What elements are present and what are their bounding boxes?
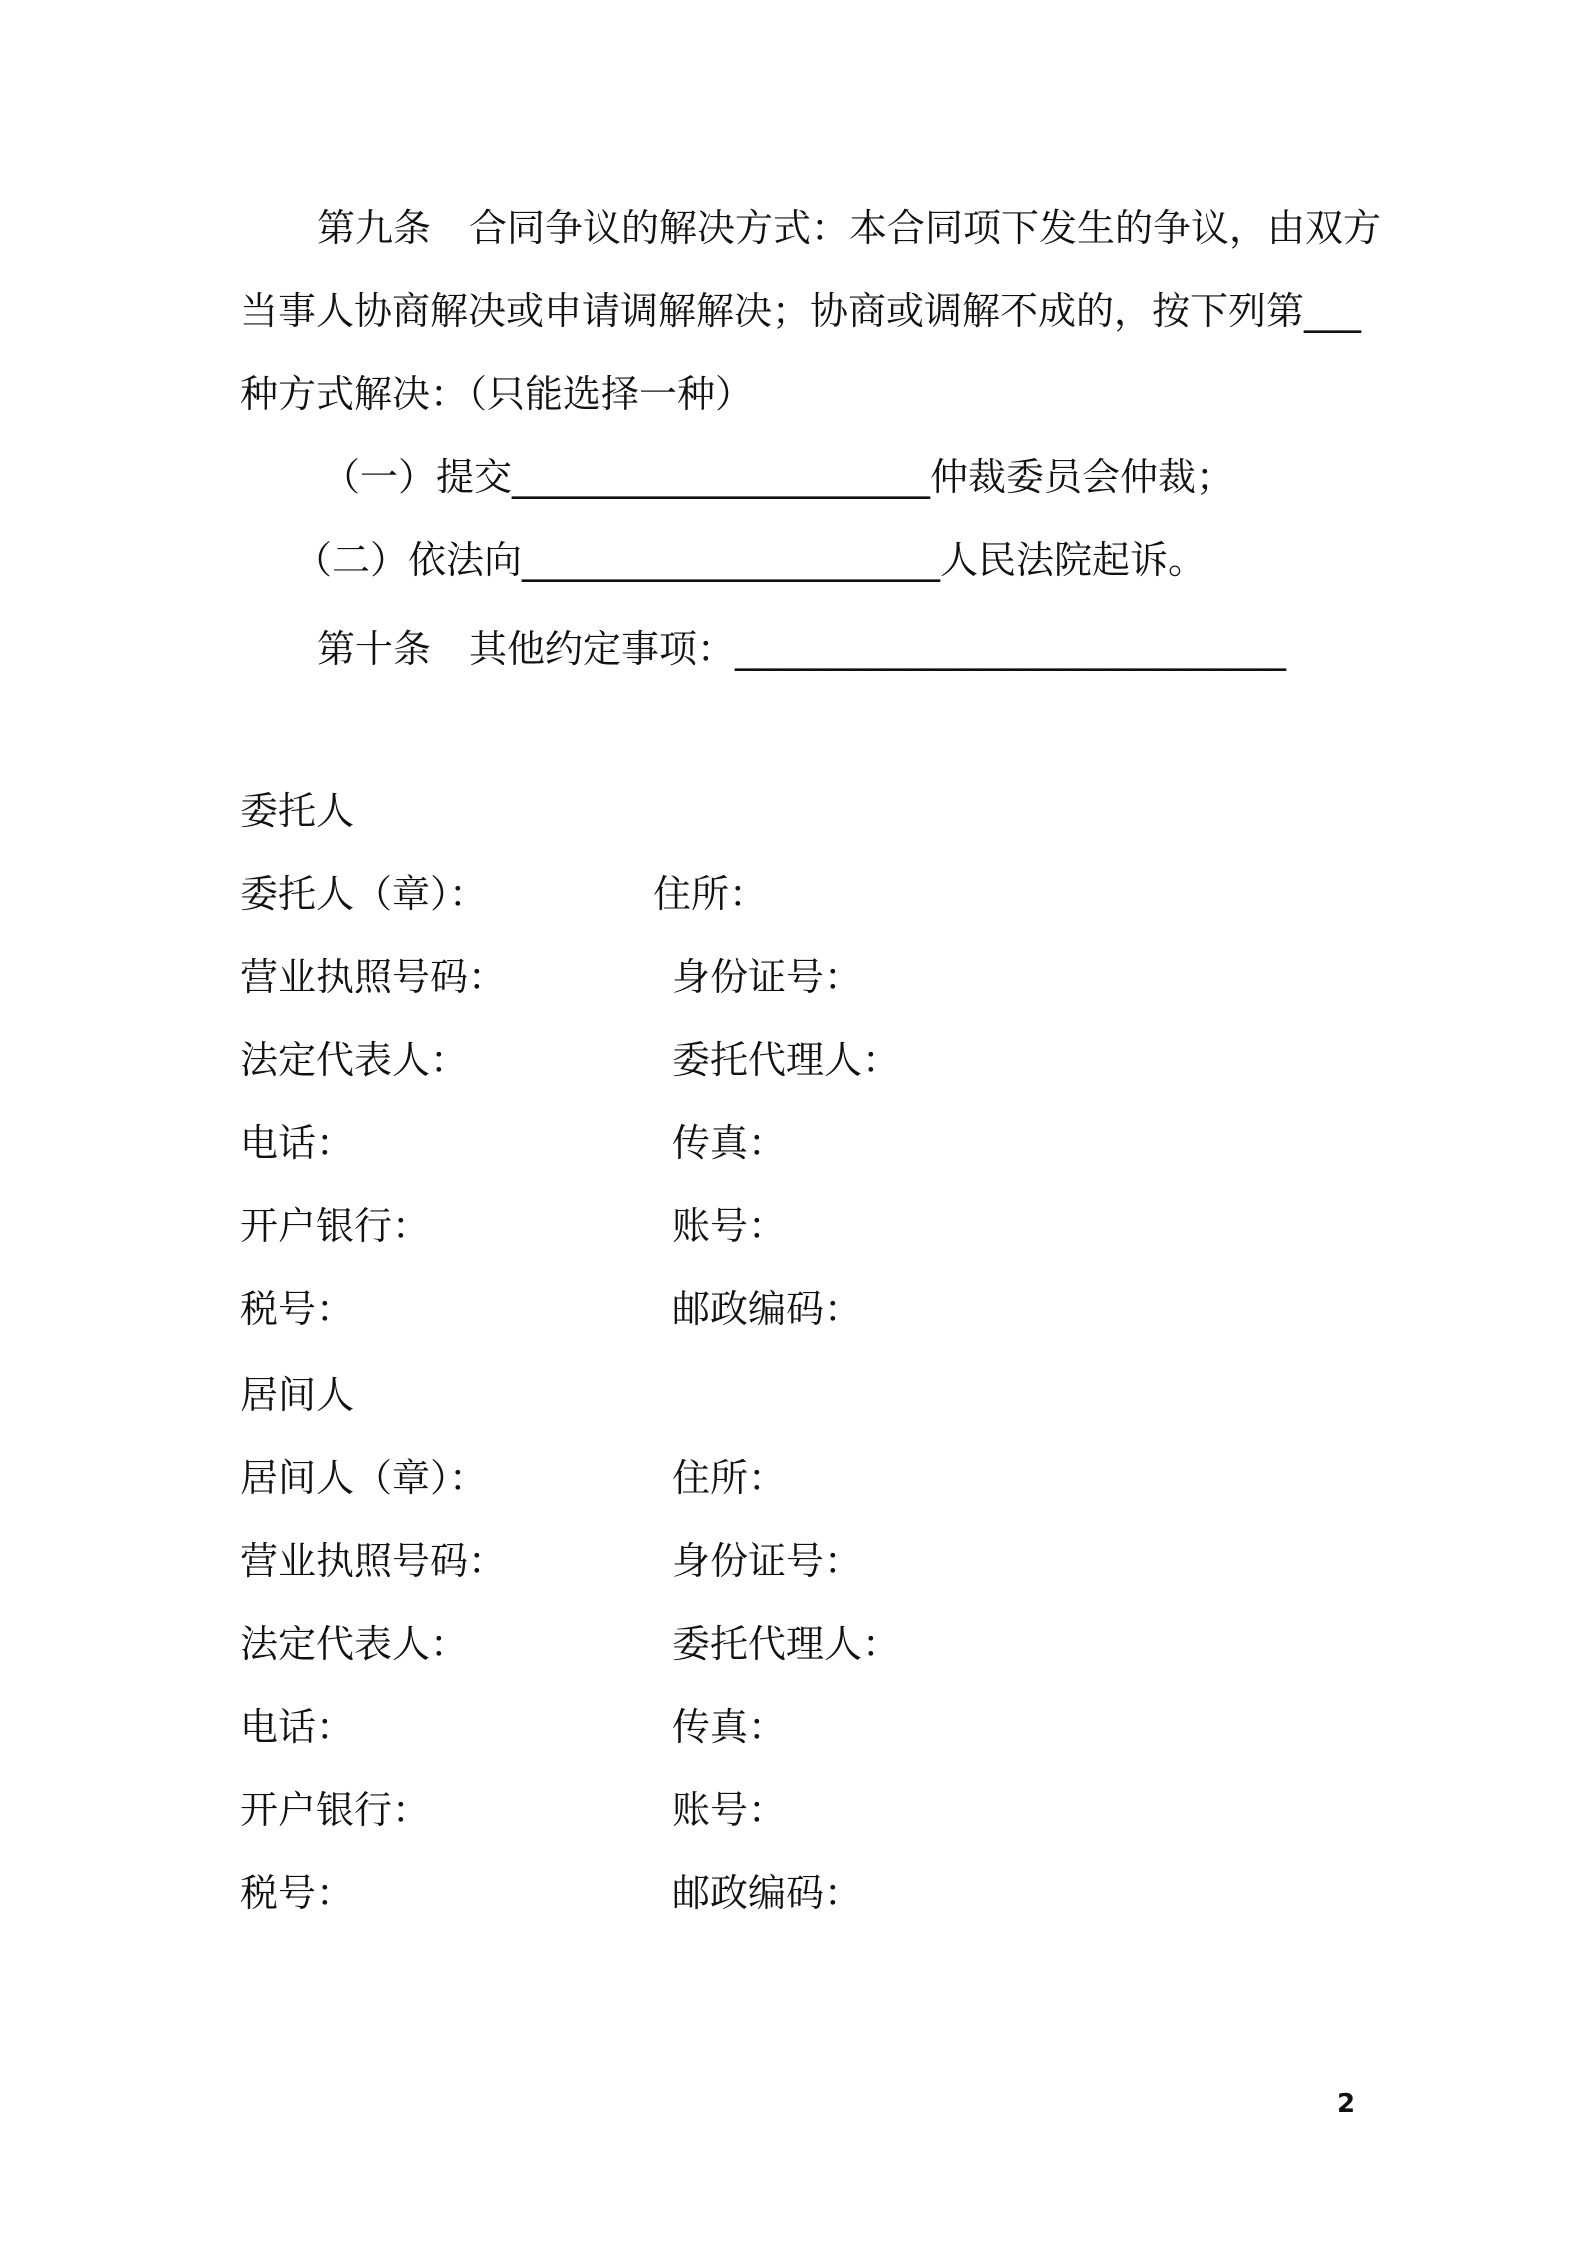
principal-license-label: 营业执照号码： <box>240 955 507 999</box>
broker-bank-label: 开户银行： <box>240 1788 431 1832</box>
principal-postcode-label: 邮政编码： <box>672 1287 863 1331</box>
broker-fax-label: 传真： <box>672 1705 787 1749</box>
principal-id-label: 身份证号： <box>672 955 863 999</box>
principal-agent-label: 委托代理人： <box>672 1038 901 1082</box>
broker-postcode-label: 邮政编码： <box>672 1871 863 1915</box>
article10-text: 第十条 其他约定事项：_____________________________ <box>317 627 1287 671</box>
article9-line1: 第九条 合同争议的解决方式：本合同项下发生的争议，由双方 <box>317 206 1382 250</box>
principal-fax-label: 传真： <box>672 1121 787 1165</box>
broker-account-label: 账号： <box>672 1788 787 1832</box>
principal-tax-label: 税号： <box>240 1287 355 1331</box>
article9-option2: （二）依法向______________________人民法院起诉。 <box>294 538 1207 582</box>
principal-legal-rep-label: 法定代表人： <box>240 1038 469 1082</box>
broker-legal-rep-label: 法定代表人： <box>240 1622 469 1666</box>
broker-tax-label: 税号： <box>240 1871 355 1915</box>
broker-heading: 居间人 <box>240 1373 355 1417</box>
principal-phone-label: 电话： <box>240 1121 355 1165</box>
principal-seal-label: 委托人（章）： <box>240 872 488 916</box>
broker-license-label: 营业执照号码： <box>240 1539 507 1583</box>
broker-seal-label: 居间人（章）： <box>240 1456 488 1500</box>
broker-id-label: 身份证号： <box>672 1539 863 1583</box>
page-number: 2 <box>1337 2089 1356 2119</box>
principal-address-label: 住所： <box>653 872 768 916</box>
broker-address-label: 住所： <box>672 1456 787 1500</box>
article9-line3: 种方式解决：（只能选择一种） <box>240 372 754 416</box>
broker-agent-label: 委托代理人： <box>672 1622 901 1666</box>
principal-heading: 委托人 <box>240 789 355 833</box>
broker-phone-label: 电话： <box>240 1705 355 1749</box>
article9-option1: （一）提交______________________仲裁委员会仲裁； <box>322 455 1235 499</box>
principal-account-label: 账号： <box>672 1204 787 1248</box>
article9-line2: 当事人协商解决或申请调解解决；协商或调解不成的，按下列第___ <box>240 289 1362 333</box>
principal-bank-label: 开户银行： <box>240 1204 431 1248</box>
